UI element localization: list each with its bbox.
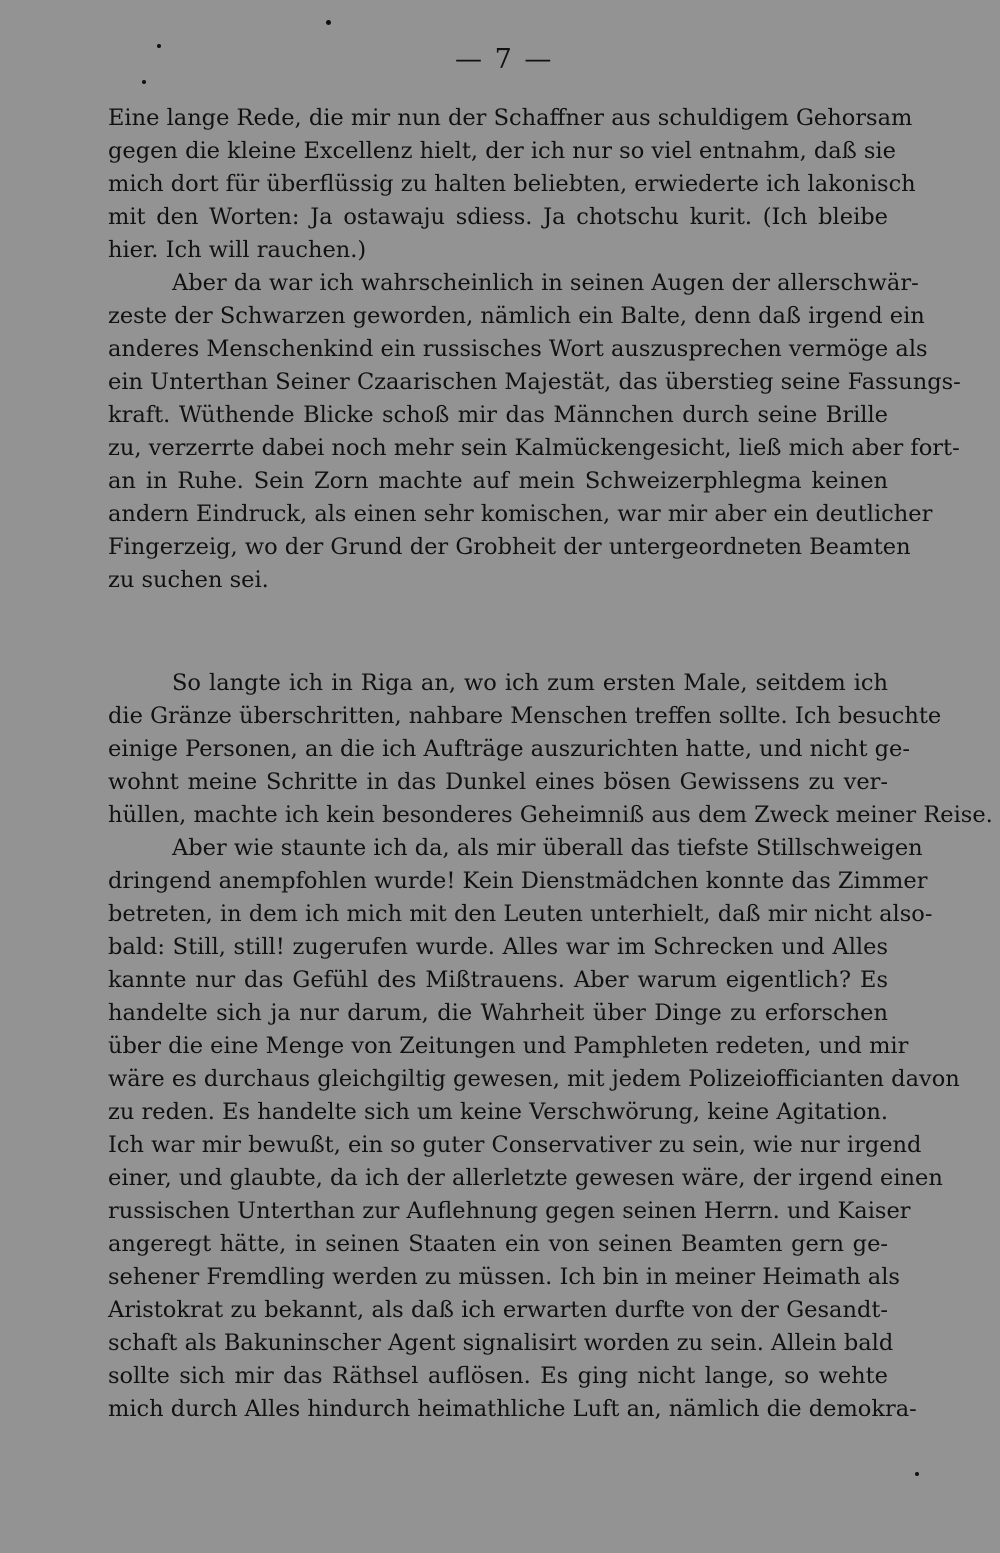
text-line: wohnt meine Schritte in das Dunkel eines bösen Gewissens zu ver- xyxy=(108,769,888,795)
text-line: russischen Unterthan zur Auflehnung gegen seinen Herrn. und Kaiser xyxy=(108,1198,911,1224)
text-line: wäre es durchaus gleichgiltig gewesen, mit jedem Polizeiofficianten davon xyxy=(108,1066,960,1092)
text-line: dringend anempfohlen wurde! Kein Dienstmädchen konnte das Zimmer xyxy=(108,868,928,894)
print-speck xyxy=(326,20,331,25)
text-line: anderes Menschenkind ein russisches Wort auszusprechen vermöge als xyxy=(108,336,928,362)
text-line: an in Ruhe. Sein Zorn machte auf mein Schweizerphlegma keinen xyxy=(108,468,888,494)
text-line: andern Eindruck, als einen sehr komischen, war mir aber ein deutlicher xyxy=(108,501,933,527)
text-line: zeste der Schwarzen geworden, nämlich ein Balte, denn daß irgend ein xyxy=(108,303,925,329)
text-line: sollte sich mir das Räthsel auflösen. Es ging nicht lange, so wehte xyxy=(108,1363,888,1389)
page-number: — 7 — xyxy=(455,44,554,75)
text-line: betreten, in dem ich mich mit den Leuten unterhielt, daß mir nicht also- xyxy=(108,901,933,927)
text-line: mit den Worten: Ja ostawaju sdiess. Ja chotschu kurit. (Ich bleibe xyxy=(108,204,888,230)
text-line: kraft. Wüthende Blicke schoß mir das Männchen durch seine Brille xyxy=(108,402,888,428)
text-line: mich dort für überflüssig zu halten beliebten, erwiederte ich lakonisch xyxy=(108,171,916,197)
text-line: zu reden. Es handelte sich um keine Verschwörung, keine Agitation. xyxy=(108,1099,889,1125)
text-line: gegen die kleine Excellenz hielt, der ich nur so viel entnahm, daß sie xyxy=(108,138,896,164)
text-line: zu suchen sei. xyxy=(108,567,269,593)
text-line: Ich war mir bewußt, ein so guter Conservativer zu sein, wie nur irgend xyxy=(108,1132,922,1158)
text-line: zu, verzerrte dabei noch mehr sein Kalmückengesicht, ließ mich aber fort- xyxy=(108,435,960,461)
text-line: hüllen, machte ich kein besonderes Geheimniß aus dem Zweck meiner Reise. xyxy=(108,802,993,828)
text-line: Aber da war ich wahrscheinlich in seinen Augen der allerschwär- xyxy=(172,270,919,296)
text-line: Aristokrat zu bekannt, als daß ich erwarten durfte von der Gesandt- xyxy=(108,1297,888,1323)
text-line: Aber wie staunte ich da, als mir überall das tiefste Stillschweigen xyxy=(172,835,923,861)
text-line: sehener Fremdling werden zu müssen. Ich bin in meiner Heimath als xyxy=(108,1264,900,1290)
text-line: mich durch Alles hindurch heimathliche Luft an, nämlich die demokra- xyxy=(108,1396,917,1422)
text-line: handelte sich ja nur darum, die Wahrheit über Dinge zu erforschen xyxy=(108,1000,888,1026)
text-line: ein Unterthan Seiner Czaarischen Majestät, das überstieg seine Fassungs- xyxy=(108,369,961,395)
text-line: einer, und glaubte, da ich der allerletzte gewesen wäre, der irgend einen xyxy=(108,1165,943,1191)
print-speck xyxy=(142,80,146,84)
text-line: angeregt hätte, in seinen Staaten ein von seinen Beamten gern ge- xyxy=(108,1231,888,1257)
text-line: Eine lange Rede, die mir nun der Schaffner aus schuldigem Gehorsam xyxy=(108,105,913,131)
text-line: Fingerzeig, wo der Grund der Grobheit der untergeordneten Beamten xyxy=(108,534,911,560)
text-line: einige Personen, an die ich Aufträge auszurichten hatte, und nicht ge- xyxy=(108,736,910,762)
print-speck xyxy=(915,1472,919,1476)
text-line: hier. Ich will rauchen.) xyxy=(108,237,367,263)
text-line: bald: Still, still! zugerufen wurde. Alles war im Schrecken und Alles xyxy=(108,934,888,960)
text-line: So langte ich in Riga an, wo ich zum ersten Male, seitdem ich xyxy=(172,670,888,696)
text-line: die Gränze überschritten, nahbare Menschen treffen sollte. Ich besuchte xyxy=(108,703,942,729)
text-line: schaft als Bakuninscher Agent signalisirt worden zu sein. Allein bald xyxy=(108,1330,894,1356)
text-line: kannte nur das Gefühl des Mißtrauens. Aber warum eigentlich? Es xyxy=(108,967,888,993)
print-speck xyxy=(157,44,161,48)
text-line: über die eine Menge von Zeitungen und Pamphleten redeten, und mir xyxy=(108,1033,909,1059)
